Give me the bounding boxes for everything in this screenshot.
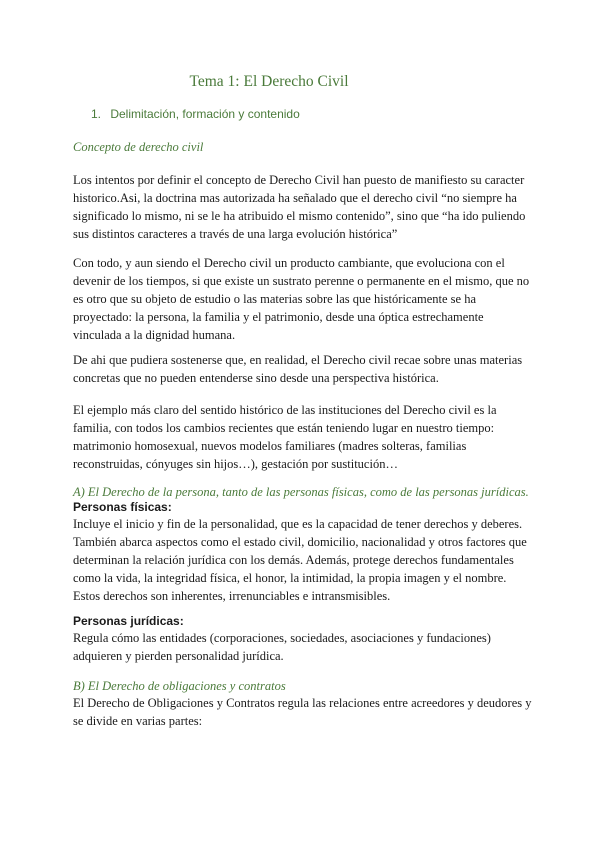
personas-fisicas-label: Personas físicas: (73, 500, 172, 514)
paragraph-1: Los intentos por definir el concepto de Derecho Civil han puesto de manifiesto su caracter historico.Asi, la doctrina mas autorizada ha señalado que el derecho civil “no siempre ha significado lo mismo, ni se le ha atribuido el mismo contenido”, sino que “ha ido puliendo sus distintos caracteres a través de una larga evolución histórica” (73, 173, 526, 241)
section-a-heading: A) El Derecho de la persona, tanto de las personas físicas, como de las personas jurídicas. (73, 485, 529, 499)
paragraph-2: Con todo, y aun siendo el Derecho civil un producto cambiante, que evoluciona con el devenir de los tiempos, si que existe un sustrato perenne o permanente en el mismo, que no es otro que su objeto de estudio o las materias sobre las que históricamente se ha proyectado: la persona, la familia y el patrimonio, desde una óptica estrechamente vinculada a la dignidad humana. (73, 256, 530, 342)
concept-heading: Concepto de derecho civil (73, 140, 204, 154)
section-number: 1. (91, 107, 102, 121)
personas-juridicas-text: Regula cómo las entidades (corporaciones, sociedades, asociaciones y fundaciones) adquieren y pierden personalidad jurídica. (73, 631, 491, 663)
paragraph-4: El ejemplo más claro del sentido histórico de las instituciones del Derecho civil es la familia, con todos los cambios recientes que están teniendo lugar en nuestro tiempo: matrimonio homosexual, nuevos modelos familiares (madres solteras, familias reconstruidas, cónyuges sin hijos…), gestación por sustitución… (73, 403, 497, 471)
document-title: Tema 1: El Derecho Civil (189, 73, 349, 90)
paragraph-3: De ahi que pudiera sostenerse que, en realidad, el Derecho civil recae sobre unas materias concretas que no pueden entenderse sino desde una perspectiva histórica. (73, 353, 523, 385)
personas-juridicas-label: Personas jurídicas: (73, 614, 184, 628)
personas-fisicas-text: Incluye el inicio y fin de la personalidad, que es la capacidad de tener derechos y deberes. También abarca aspectos como el estado civil, domicilio, nacionalidad y otros factores que determinan la relación jurídica con los demás. Además, protege derechos fundamentales como la vida, la integridad física, el honor, la intimidad, la propia imagen y el nombre. Estos derechos son inherentes, irrenunciables e intransmisibles. (73, 517, 527, 603)
section-b-heading: B) El Derecho de obligaciones y contratos (73, 679, 286, 693)
section-heading (91, 107, 300, 121)
section-title: Delimitación, formación y contenido (110, 107, 300, 121)
section-b-text: El Derecho de Obligaciones y Contratos regula las relaciones entre acreedores y deudores y se divide en varias partes: (73, 696, 532, 728)
